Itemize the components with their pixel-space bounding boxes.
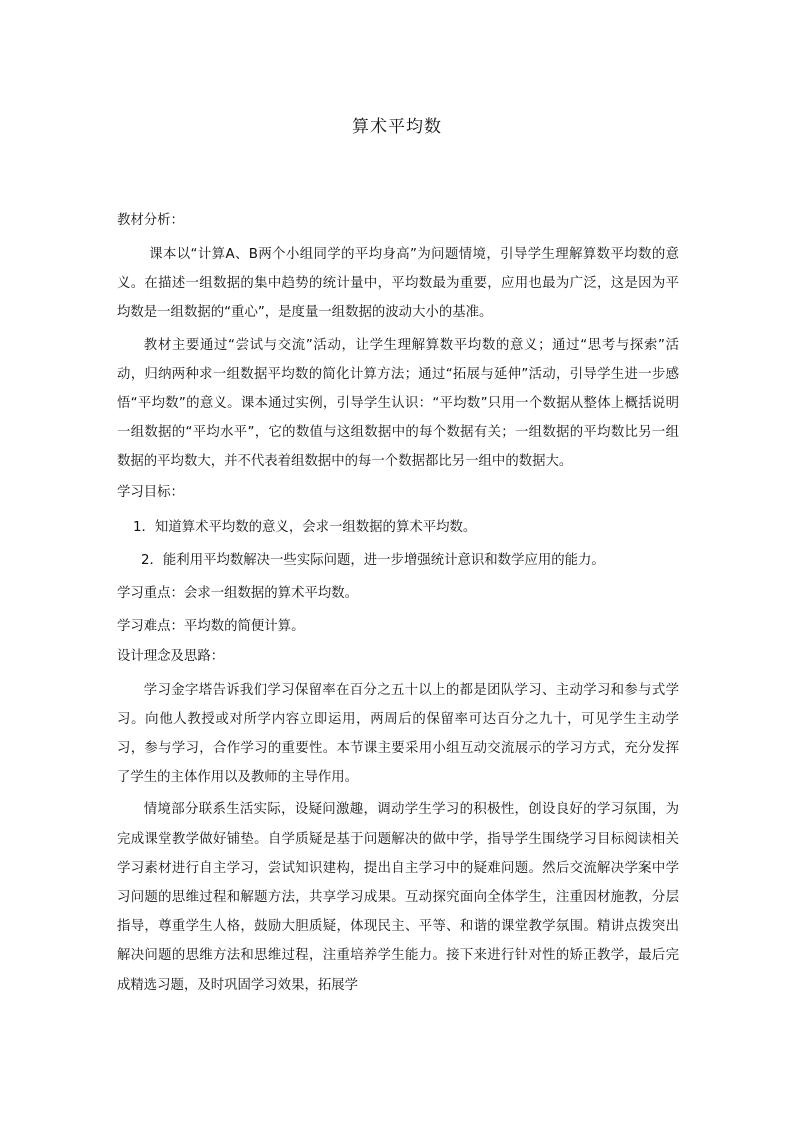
analysis-heading: 教材分析：	[117, 213, 184, 228]
design-paragraph: 情境部分联系生活实际，设疑问激趣，调动学生学习的积极性，创设良好的学习氛围，为完成课堂教学做好铺垫。自学质疑是基于问题解决的做中学，指导学生围绕学习目标阅读相关学习素材进行自主学习，尝试知识建构，提出自主学习中的疑难问题。然后交流解决学案中学习问题的思维过程和解题方法，共享学习成果。互动探究面向全体学生，注重因材施教，分层指导，尊重学生人格，鼓励大胆质疑，体现民主、平等、和谐的课堂教学氛围。精讲点拨突出解决问题的思维方法和思维过程，注重培养学生能力。接下来进行针对性的矫正教学，最后完成精选习题，及时巩固学习效果，拓展学	[117, 802, 679, 993]
goal-item: 1．知道算术平均数的意义，会求一组数据的算术平均数。	[133, 519, 477, 535]
goal-item: 2．能利用平均数解决一些实际问题，进一步增强统计意识和数学应用的能力。	[141, 552, 605, 568]
key-point: 学习重点：会求一组数据的算术平均数。	[117, 585, 359, 601]
analysis-paragraph: 课本以“计算A、B两个小组同学的平均身高”为问题情境，引导学生理解算数平均数的意义。在描述一组数据的集中趋势的统计量中，平均数最为重要，应用也最为广泛，这是因为平均数是一组数据的“重心”，是度量一组数据的波动大小的基准。	[117, 247, 679, 321]
document-title: 算术平均数	[352, 117, 442, 137]
goals-heading: 学习目标：	[117, 484, 184, 500]
design-paragraph: 学习金字塔告诉我们学习保留率在百分之五十以上的都是团队学习、主动学习和参与式学习。向他人教授或对所学内容立即运用，两周后的保留率可达百分之九十，可见学生主动学习，参与学习，合作学习的重要性。本节课主要采用小组互动交流展示的学习方式，充分发挥了学生的主体作用以及教师的主导作用。	[117, 682, 679, 786]
document-body	[117, 208, 679, 1003]
difficulty: 学习难点：平均数的简便计算。	[117, 618, 305, 634]
design-heading: 设计理念及思路：	[117, 648, 225, 664]
analysis-paragraph: 教材主要通过“尝试与交流”活动，让学生理解算数平均数的意义；通过“思考与探索”活动，归纳两种求一组数据平均数的简化计算方法；通过“拓展与延伸”活动，引导学生进一步感悟“平均数”的意义。课本通过实例，引导学生认识：“平均数”只用一个数据从整体上概括说明一组数据的“平均水平”，它的数值与这组数据中的每个数据有关；一组数据的平均数比另一组数据的平均数大，并不代表着组数据中的每一个数据都比另一组中的数据大。	[117, 337, 679, 470]
